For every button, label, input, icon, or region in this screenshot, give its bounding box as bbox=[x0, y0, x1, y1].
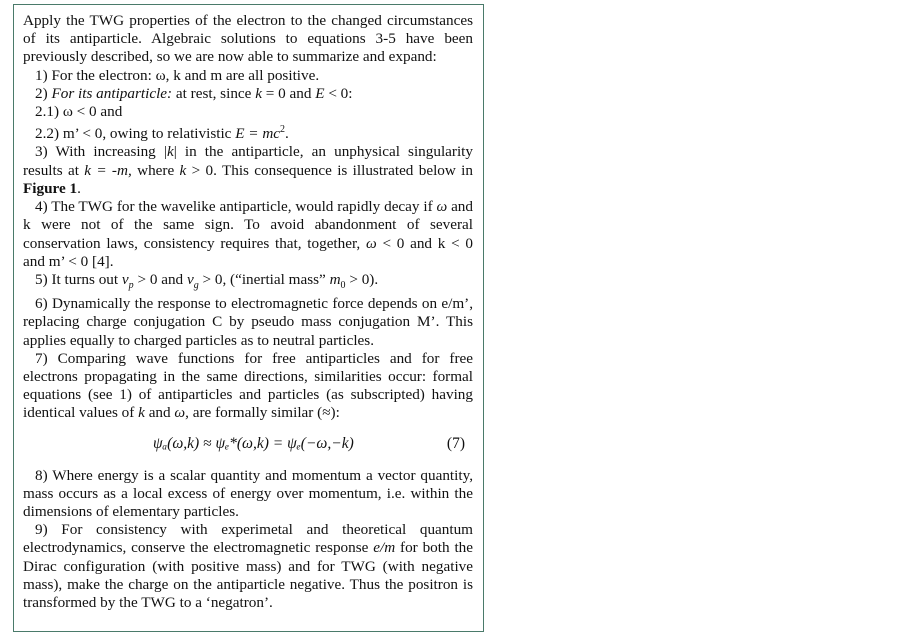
document-body bbox=[23, 12, 473, 612]
equation-number: (7) bbox=[446, 434, 465, 452]
item-4: 4) The TWG for the wavelike antiparticle, would rapidly decay if ω and k were not of the same sign. To avoid abandonment of several conservation laws, consistency requires that, together, ω < 0 and k < 0 and m’ < 0 [4]. bbox=[23, 198, 474, 270]
item-2: 2) For its antiparticle: at rest, since k = 0 and E < 0: bbox=[35, 84, 353, 102]
item-6: 6) Dynamically the response to electromagnetic force depends on e/m’, replacing charge conjugation C by pseudo mass conjugation M’. This applies equally to charged particles as to neutral particles. bbox=[23, 295, 473, 349]
item-9: 9) For consistency with experimetal and theoretical quantum electrodynamics, conserve the electromagnetic response e/m for both the Dirac configuration (with positive mass) and for TWG (with negative mass), make the charge on the antiparticle negative. Thus the positron is transformed by the TWG to a ‘negatron’. bbox=[23, 521, 473, 611]
item-1: 1) For the electron: ω, k and m are all positive. bbox=[35, 66, 320, 84]
item-5: 5) It turns out $v_p > 0$ and $v_g > 0$, (“inertial mass” $m_0 > 0$). bbox=[35, 270, 379, 291]
intro-paragraph: Apply the TWG properties of the electron to the changed circumstances of its antiparticle. Algebraic solutions to equations 3-5 have been previously described, so we are now able to summarize and expand: bbox=[23, 12, 473, 66]
equation-formula: ψₐ(ω,k) ≈ ψₑ*(ω,k) = ψₑ(−ω,−k) bbox=[153, 434, 354, 452]
item-7: 7) Comparing wave functions for free antiparticles and for free electrons propagating in the same directions, similarities occur: formal equations (see 1) of antiparticles and particles (as subscripted) having identical values of k and ω, are formally similar (≈): bbox=[23, 349, 473, 422]
item-2-1: 2.1) ω < 0 and bbox=[35, 103, 123, 121]
equation-7 bbox=[23, 427, 473, 463]
item-8: 8) Where energy is a scalar quantity and momentum a vector quantity, mass occurs as a local excess of energy over momentum, i.e. within the dimensions of elementary particles. bbox=[23, 466, 473, 520]
figure-1-link[interactable]: Figure 1 bbox=[23, 179, 78, 197]
document-frame bbox=[13, 4, 484, 632]
item-3: 3) With increasing |k| in the antiparticle, an unphysical singularity results at k = -m, where k > 0. This consequence is illustrated below in Figure 1. bbox=[23, 143, 473, 197]
item-2-2: 2.2) m’ < 0, owing to relativistic $E = mc^2$. bbox=[35, 124, 289, 143]
